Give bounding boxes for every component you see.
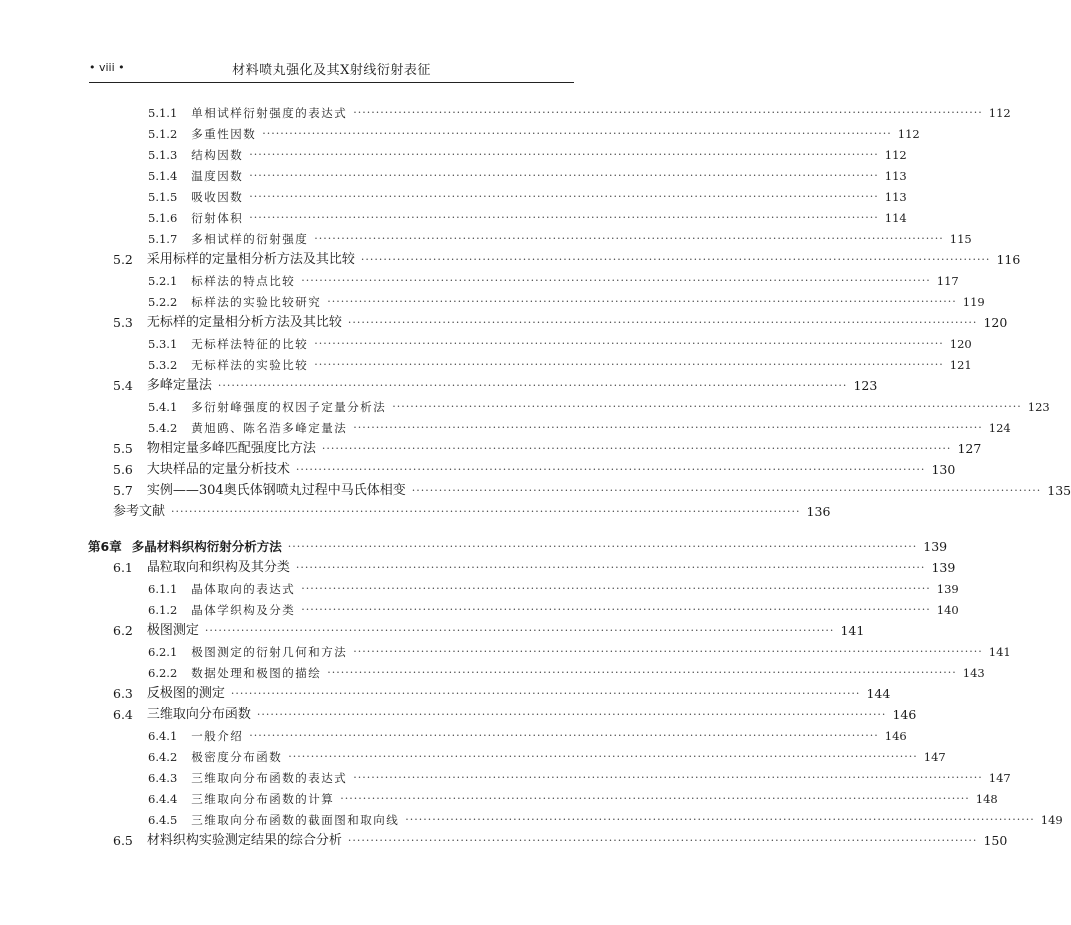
toc-entry-page: 139 [923,539,948,554]
toc-leader-dots: ············································································································································ [295,463,926,476]
toc-leader-dots: ············································································································································ [249,211,879,224]
toc-entry-page: 112 [897,127,920,141]
toc-entry-page: 141 [988,645,1011,659]
toc-entry-row[interactable] [148,397,1050,417]
toc-entry-row[interactable] [148,355,972,375]
toc-entry-number: 6.4.2 [148,750,178,764]
toc-entry-page: 150 [983,833,1008,848]
toc-entry-title: 实例——304奥氏体钢喷丸过程中马氏体相变 [146,483,406,498]
toc-entry-number: 第6章 [88,539,122,554]
toc-entry-row[interactable] [113,376,878,396]
toc-entry-number: 5.1.4 [148,169,178,183]
toc-entry-title: 采用标样的定量相分析方法及其比较 [146,252,355,267]
toc-entry-number: 5.4 [113,378,133,393]
toc-entry-page: 112 [884,148,907,162]
toc-leader-dots: ············································································································································ [295,561,926,574]
toc-entry-number: 5.1.7 [148,232,178,246]
toc-entry-page: 136 [806,504,831,519]
toc-leader-dots: ············································································································································ [347,834,978,847]
toc-entry-number: 5.1.6 [148,211,178,225]
toc-entry-row[interactable] [113,705,917,725]
toc-entry-page: 114 [884,211,907,225]
toc-entry-number: 5.5 [113,441,133,456]
toc-entry-title: 物相定量多峰匹配强度比方法 [146,441,316,456]
toc-leader-dots: ············································································································································ [321,442,952,455]
toc-leader-dots: ············································································································································ [411,484,1042,497]
toc-leader-dots: ············································································································································ [353,771,983,784]
toc-entry-number: 5.1.3 [148,148,178,162]
toc-leader-dots: ············································································································································ [347,316,978,329]
toc-entry-page: 140 [936,603,959,617]
toc-leader-dots: ············································································································································ [230,687,861,700]
toc-entry-row[interactable] [148,292,985,312]
toc-entry-number: 5.2.2 [148,295,178,309]
toc-entry-page: 147 [988,771,1011,785]
toc-entry-title: 一般介绍 [191,729,244,743]
toc-entry-number: 6.4.4 [148,792,178,806]
toc-entry-row[interactable] [148,747,946,767]
toc-entry-row[interactable] [148,418,1011,438]
toc-entry-row[interactable] [113,439,982,459]
toc-entry-title: 无标样法的实验比较 [191,358,309,372]
toc-entry-title: 多衍射峰强度的权因子定量分析法 [191,400,387,414]
toc-entry-page: 141 [840,623,865,638]
toc-entry-row[interactable] [148,768,1011,788]
toc-entry-page: 112 [988,106,1011,120]
toc-entry-page: 149 [1040,813,1063,827]
toc-entry-page: 139 [936,582,959,596]
toc-entry-number: 6.4 [113,707,133,722]
toc-entry-row[interactable] [148,663,985,683]
toc-entry-title: 多晶材料织构衍射分析方法 [131,539,282,554]
toc-entry-title: 参考文献 [113,504,166,519]
toc-entry-page: 123 [1027,400,1050,414]
toc-entry-title: 标样法的特点比较 [191,274,296,288]
toc-entry-number: 6.1.2 [148,603,178,617]
toc-entry-row[interactable] [148,600,959,620]
toc-leader-dots: ············································································································································ [262,127,892,140]
toc-entry-page: 113 [884,190,907,204]
toc-entry-title: 标样法的实验比较研究 [191,295,322,309]
toc-entry-row[interactable] [113,831,1008,851]
toc-entry-title: 极图测定的衍射几何和方法 [191,645,348,659]
toc-entry-number: 5.3.1 [148,337,178,351]
toc-entry-row[interactable] [148,579,959,599]
toc-entry-number: 5.1.2 [148,127,178,141]
toc-leader-dots: ············································································································································ [249,148,879,161]
toc-entry-row[interactable] [148,229,972,249]
toc-entry-page: 147 [923,750,946,764]
toc-leader-dots: ············································································································································ [256,708,887,721]
toc-leader-dots: ············································································································································ [392,400,1022,413]
toc-leader-dots: ············································································································································ [360,253,991,266]
header-book-title: 材料喷丸强化及其X射线衍射表征 [232,63,431,78]
toc-chapter-row[interactable] [88,537,948,557]
toc-entry-title: 极密度分布函数 [191,750,283,764]
toc-entry-title: 晶体学织构及分类 [191,603,296,617]
toc-entry-number: 6.4.5 [148,813,178,827]
toc-entry-title: 极图测定 [146,623,199,638]
toc-entry-page: 121 [949,358,972,372]
toc-entry-number: 5.1.5 [148,190,178,204]
toc-entry-title: 温度因数 [191,169,244,183]
toc-leader-dots: ············································································································································ [249,169,879,182]
toc-entry-page: 119 [962,295,985,309]
toc-leader-dots: ············································································································································ [327,666,957,679]
toc-entry-title: 多相试样的衍射强度 [191,232,309,246]
toc-entry-title: 三维取向分布函数的截面图和取向线 [191,813,400,827]
toc-entry-title: 无标样的定量相分析方法及其比较 [146,315,342,330]
toc-entry-title: 三维取向分布函数 [146,707,251,722]
toc-leader-dots: ············································································································································ [353,421,983,434]
toc-entry-row[interactable] [148,642,1011,662]
toc-leader-dots: ············································································································································ [301,582,931,595]
toc-leader-dots: ············································································································································ [288,750,918,763]
toc-entry-page: 135 [1047,483,1071,498]
toc-leader-dots: ············································································································································ [249,190,879,203]
toc-entry-title: 多峰定量法 [146,378,212,393]
toc-entry-title: 反极图的测定 [146,686,225,701]
toc-entry-page: 116 [996,252,1021,267]
running-header [89,58,574,83]
toc-entry-number: 5.1.1 [148,106,178,120]
toc-entry-row[interactable] [148,145,907,165]
toc-entry-row[interactable] [148,187,907,207]
toc-entry-row[interactable] [113,502,831,522]
toc-entry-row[interactable] [148,208,907,228]
toc-entry-page: 120 [983,315,1008,330]
toc-leader-dots: ············································································································································ [314,232,944,245]
toc-entry-title: 三维取向分布函数的表达式 [191,771,348,785]
toc-entry-number: 6.1.1 [148,582,178,596]
toc-entry-number: 6.3 [113,686,133,701]
toc-entry-title: 材料织构实验测定结果的综合分析 [146,833,342,848]
toc-entry-title: 衍射体积 [191,211,244,225]
toc-entry-title: 结构因数 [191,148,244,162]
toc-entry-title: 多重性因数 [191,127,257,141]
toc-entry-row[interactable] [148,166,907,186]
toc-leader-dots: ············································································································································ [301,274,931,287]
toc-leader-dots: ············································································································································ [204,624,835,637]
toc-entry-number: 6.2.2 [148,666,178,680]
toc-entry-title: 无标样法特征的比较 [191,337,309,351]
toc-entry-row[interactable] [148,334,972,354]
toc-entry-page: 117 [936,274,959,288]
toc-entry-page: 143 [962,666,985,680]
toc-leader-dots: ············································································································································ [314,358,944,371]
toc-entry-page: 123 [853,378,878,393]
toc-entry-row[interactable] [113,558,956,578]
toc-leader-dots: ············································································································································ [314,337,944,350]
toc-entry-number: 5.4.1 [148,400,178,414]
toc-entry-number: 5.3 [113,315,133,330]
toc-entry-number: 5.3.2 [148,358,178,372]
toc-entry-page: 120 [949,337,972,351]
toc-entry-row[interactable] [113,460,956,480]
toc-entry-page: 113 [884,169,907,183]
toc-entry-row[interactable] [148,124,920,144]
toc-entry-title: 单相试样衍射强度的表达式 [191,106,348,120]
toc-leader-dots: ············································································································································ [405,813,1035,826]
toc-entry-number: 6.2.1 [148,645,178,659]
toc-leader-dots: ············································································································································ [217,379,848,392]
toc-entry-row[interactable] [113,621,865,641]
toc-entry-page: 130 [931,462,956,477]
toc-entry-title: 三维取向分布函数的计算 [191,792,335,806]
toc-entry-title: 黄旭鸥、陈名浩多峰定量法 [191,421,348,435]
toc-entry-page: 115 [949,232,972,246]
toc-entry-number: 5.2 [113,252,133,267]
toc-entry-number: 6.5 [113,833,133,848]
toc-entry-number: 5.6 [113,462,133,477]
toc-entry-number: 6.1 [113,560,133,575]
toc-entry-number: 5.2.1 [148,274,178,288]
toc-entry-title: 吸收因数 [191,190,244,204]
toc-entry-title: 数据处理和极图的描绘 [191,666,322,680]
toc-entry-title: 晶粒取向和织构及其分类 [146,560,290,575]
toc-entry-page: 127 [957,441,982,456]
toc-leader-dots: ············································································································································ [171,505,801,518]
toc-entry-number: 5.7 [113,483,133,498]
toc-entry-row[interactable] [148,810,1063,830]
toc-entry-row[interactable] [113,313,1008,333]
toc-leader-dots: ············································································································································ [301,603,931,616]
toc-entry-number: 6.4.3 [148,771,178,785]
toc-leader-dots: ············································································································································ [353,106,983,119]
header-page-number: • viii • [89,61,125,74]
toc-entry-row[interactable] [113,250,1021,270]
toc-entry-page: 139 [931,560,956,575]
toc-leader-dots: ············································································································································ [327,295,957,308]
toc-leader-dots: ············································································································································ [287,540,918,553]
toc-entry-page: 146 [884,729,907,743]
toc-entry-row[interactable] [148,726,907,746]
toc-entry-page: 124 [988,421,1011,435]
toc-entry-title: 大块样品的定量分析技术 [146,462,290,477]
toc-entry-number: 5.4.2 [148,421,178,435]
toc-entry-title: 晶体取向的表达式 [191,582,296,596]
toc-entry-number: 6.2 [113,623,133,638]
toc-entry-number: 6.4.1 [148,729,178,743]
toc-leader-dots: ············································································································································ [249,729,879,742]
toc-entry-page: 144 [866,686,891,701]
toc-leader-dots: ············································································································································ [353,645,983,658]
toc-entry-row[interactable] [148,789,998,809]
toc-entry-row[interactable] [148,103,1011,123]
toc-entry-page: 146 [892,707,917,722]
toc-entry-row[interactable] [113,481,1071,501]
toc-entry-row[interactable] [113,684,891,704]
toc-entry-page: 148 [975,792,998,806]
toc-entry-row[interactable] [148,271,959,291]
toc-leader-dots: ············································································································································ [340,792,970,805]
